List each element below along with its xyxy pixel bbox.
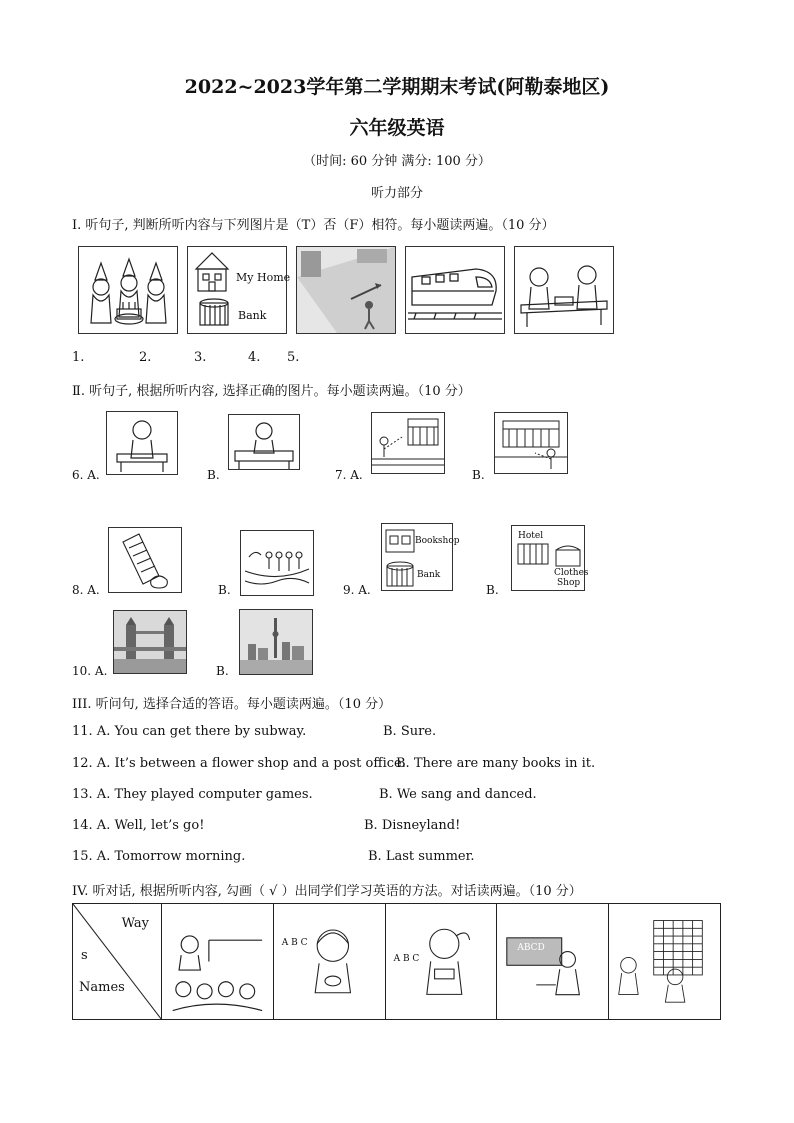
q13-option-b: B. We sang and danced. <box>379 787 537 802</box>
part3-instruction: III. 听问句, 选择合适的答语。每小题读两遍。（10 分） <box>72 697 392 712</box>
page-subtitle: 六年级英语 <box>349 117 445 139</box>
page-title: 2022~2023学年第二学期期末考试(阿勒泰地区) <box>184 76 610 98</box>
q11-option-a: 11. A. You can get there by subway. <box>72 724 307 739</box>
q4-number: 4. <box>248 350 261 365</box>
hotel-clothes-shop-icon <box>511 525 589 591</box>
q6-label: 6. A. <box>72 468 100 482</box>
man-pointing-building-icon <box>371 412 445 474</box>
table-header-cell <box>73 904 162 1020</box>
header-s: s <box>81 948 88 963</box>
girl-at-desk-icon <box>106 411 178 475</box>
tower-bridge-photo <box>113 610 187 674</box>
q7-label: 7. A. <box>335 468 363 482</box>
q12-option-b: B. There are many books in it. <box>396 756 596 771</box>
part1-instruction: I. 听句子, 判断所听内容与下列图片是（T）否（F）相符。每小题读两遍。（10 分） <box>72 218 555 233</box>
kids-wall-chart-icon <box>609 904 721 1020</box>
clothes-label: Clothes <box>554 568 589 578</box>
q15-option-b: B. Last summer. <box>368 849 475 864</box>
man-near-shop-icon <box>494 412 568 474</box>
street-walk-icon <box>296 246 396 334</box>
dragon-boat-icon <box>240 530 314 596</box>
q2-number: 2. <box>139 350 152 365</box>
hotel-label: Hotel <box>518 531 544 541</box>
section-heading: 听力部分 <box>370 186 423 201</box>
falling-building-icon <box>108 527 182 593</box>
shop-label: Shop <box>557 578 581 588</box>
boy-writing-icon <box>228 414 300 470</box>
exam-info: （时间: 60 分钟 满分: 100 分） <box>303 154 491 169</box>
bookshop-bank-icon <box>381 523 460 591</box>
home-label: My Home <box>236 271 291 284</box>
q10-label: 10. A. <box>72 664 108 678</box>
q7-b-label: B. <box>472 468 485 482</box>
header-names: Names <box>79 980 125 995</box>
class-listening-icon <box>162 904 274 1020</box>
birthday-party-icon <box>78 246 178 334</box>
bookshop-label: Bookshop <box>415 536 460 546</box>
part4-instruction: IV. 听对话, 根据所听内容, 勾画（ √ ）出同学们学习英语的方法。对话读两遍。（10 分） <box>72 884 582 899</box>
header-way: Way <box>121 916 149 931</box>
methods-table <box>72 903 721 1020</box>
q13-option-a: 13. A. They played computer games. <box>72 787 313 802</box>
q9-label: 9. A. <box>343 583 371 597</box>
board-text: ABCD <box>517 943 545 953</box>
girl-singing-abc-icon <box>273 904 385 1020</box>
q6-b-label: B. <box>207 468 220 482</box>
blackboard-teacher-icon <box>497 904 609 1020</box>
q5-number: 5. <box>287 350 300 365</box>
girl-reading-abc-icon <box>385 904 497 1020</box>
q8-b-label: B. <box>218 583 231 597</box>
q10-b-label: B. <box>216 664 229 678</box>
bank-label: Bank <box>238 309 267 322</box>
q3-number: 3. <box>194 350 207 365</box>
kids-reading-icon <box>514 246 614 334</box>
q8-label: 8. A. <box>72 583 100 597</box>
train-icon <box>405 246 505 334</box>
abc-text-1: A B C <box>281 938 308 948</box>
home-bank-icon <box>187 246 291 334</box>
city-skyline-photo <box>239 609 313 675</box>
bank-label-q9: Bank <box>417 570 441 580</box>
q1-number: 1. <box>72 350 85 365</box>
q14-option-b: B. Disneyland! <box>364 818 461 833</box>
q11-option-b: B. Sure. <box>383 724 437 739</box>
q15-option-a: 15. A. Tomorrow morning. <box>72 849 246 864</box>
q9-b-label: B. <box>486 583 499 597</box>
abc-text-2: A B C <box>393 954 420 964</box>
q12-option-a: 12. A. It’s between a flower shop and a post office. <box>72 756 406 771</box>
part2-instruction: Ⅱ. 听句子, 根据所听内容, 选择正确的图片。每小题读两遍。（10 分） <box>72 384 471 399</box>
q14-option-a: 14. A. Well, let’s go! <box>72 818 205 833</box>
